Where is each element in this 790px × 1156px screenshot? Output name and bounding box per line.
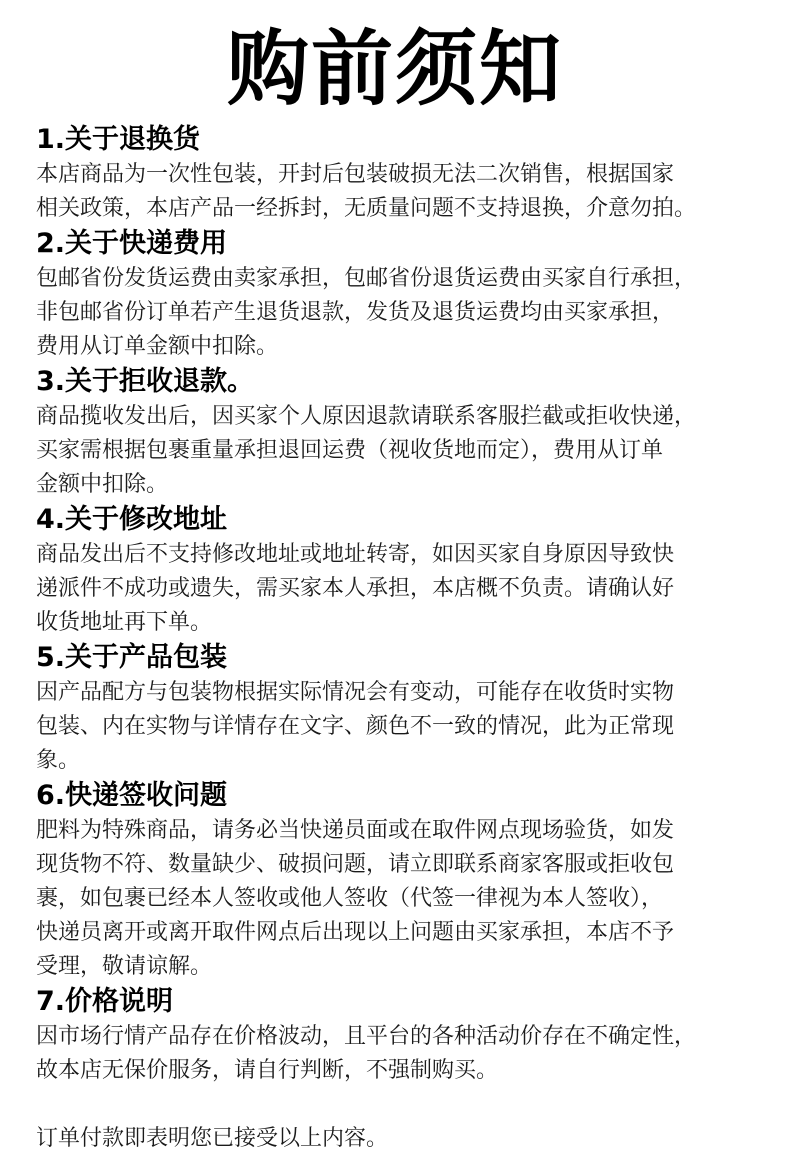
sections-container: [36, 122, 754, 1088]
notice-section: [36, 778, 754, 984]
section-text-line: 因市场行情产品存在价格波动，且平台的各种活动价存在不确定性，: [36, 1024, 697, 1049]
section-text-line: 肥料为特殊商品，请务必当快递员面或在取件网点现场验货，如发: [36, 818, 675, 843]
section-text-line: 本店商品为一次性包装，开封后包装破损无法二次销售，根据国家: [36, 162, 675, 187]
notice-section: [36, 984, 754, 1088]
section-heading: 1.关于退换货: [36, 124, 201, 155]
footer-note: 订单付款即表明您已接受以上内容。: [36, 1126, 389, 1151]
section-text-line: 费用从订单金额中扣除。: [36, 334, 279, 359]
spacer: [36, 1088, 754, 1122]
notice-section: [36, 226, 754, 364]
section-text-line: 买家需根据包裹重量承担退回运费（视收货地而定），费用从订单: [36, 438, 664, 463]
section-text-line: 商品发出后不支持修改地址或地址转寄，如因买家自身原因导致快: [36, 542, 675, 567]
section-text-line: 受理，敬请谅解。: [36, 954, 213, 979]
section-text-line: 收货地址再下单。: [36, 610, 213, 635]
section-text-line: 非包邮省份订单若产生退货退款，发货及退货运费均由买家承担，: [36, 300, 675, 325]
section-text-line: 现货物不符、数量缺少、破损问题，请立即联系商家客服或拒收包: [36, 852, 675, 877]
section-text-line: 包邮省份发货运费由卖家承担，包邮省份退货运费由买家自行承担，: [36, 266, 697, 291]
notice-section: [36, 364, 754, 502]
section-heading: 5.关于产品包装: [36, 642, 228, 673]
notice-section: [36, 122, 754, 226]
section-text-line: 快递员离开或离开取件网点后出现以上问题由买家承担，本店不予: [36, 920, 675, 945]
notice-section: [36, 640, 754, 778]
section-text-line: 故本店无保价服务，请自行判断，不强制购买。: [36, 1058, 499, 1083]
section-text-line: 金额中扣除。: [36, 472, 169, 497]
section-text-line: 商品揽收发出后，因买家个人原因退款请联系客服拦截或拒收快递，: [36, 404, 697, 429]
section-heading: 3.关于拒收退款。: [36, 366, 255, 397]
section-heading: 7.价格说明: [36, 986, 174, 1017]
section-text-line: 包装、内在实物与详情存在文字、颜色不一致的情况，此为正常现: [36, 714, 675, 739]
section-text-line: 象。: [36, 748, 81, 773]
section-heading: 4.关于修改地址: [36, 504, 228, 535]
section-text-line: 裹，如包裹已经本人签收或他人签收（代签一律视为本人签收），: [36, 886, 664, 911]
section-text-line: 因产品配方与包装物根据实际情况会有变动，可能存在收货时实物: [36, 680, 675, 705]
section-heading: 2.关于快递费用: [36, 228, 228, 259]
section-heading: 6.快递签收问题: [36, 780, 228, 811]
notice-section: [36, 502, 754, 640]
page-title: 购前须知: [226, 22, 563, 117]
section-text-line: 相关政策，本店产品一经拆封，无质量问题不支持退换，介意勿拍。: [36, 196, 697, 221]
section-text-line: 递派件不成功或遗失，需买家本人承担，本店概不负责。请确认好: [36, 576, 675, 601]
